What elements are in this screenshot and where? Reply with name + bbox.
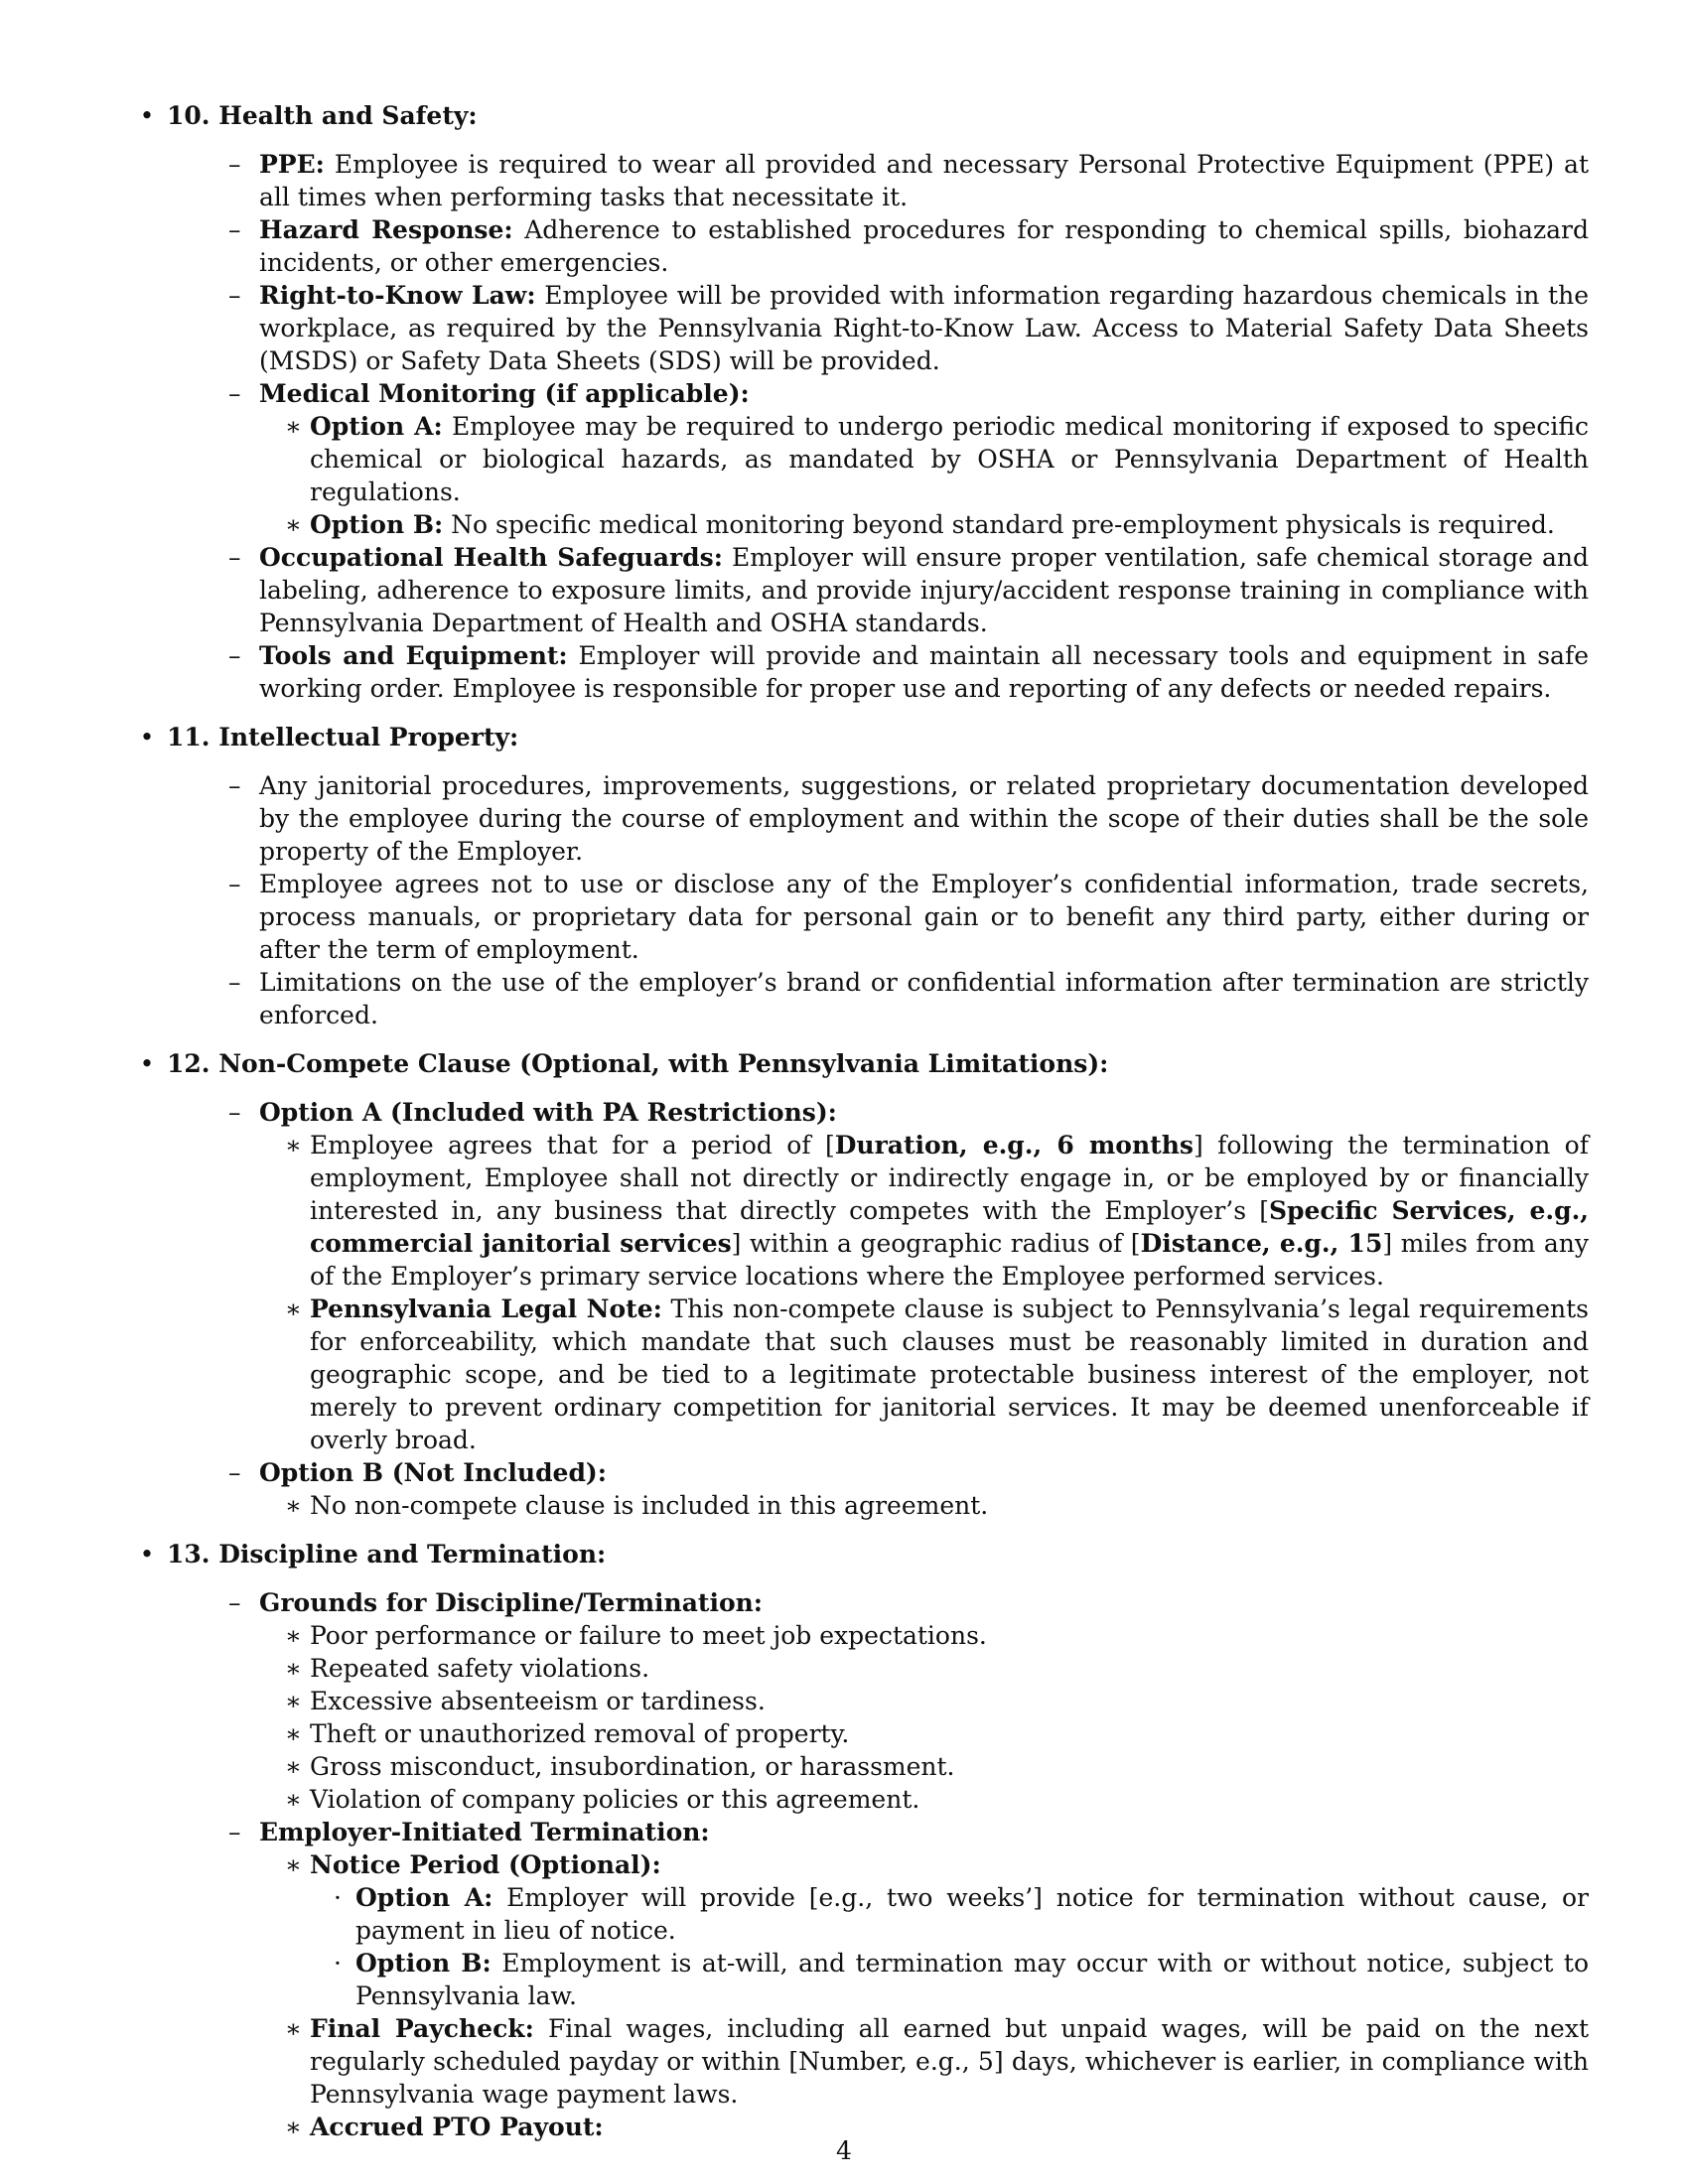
bullet-marker: • [139, 101, 155, 130]
sub-item-option-a [259, 410, 1589, 508]
star-marker: ∗ [285, 1295, 302, 1323]
item-text: Gross misconduct, insubordination, or harassment. [310, 1752, 955, 1781]
item-text: Poor performance or failure to meet job expectations. [310, 1621, 987, 1650]
section-heading: 10. Health and Safety: [167, 101, 478, 130]
item-text: Violation of company policies or this agreement. [310, 1785, 920, 1814]
item-label: Option A (Included with PA Restrictions): [259, 1098, 837, 1127]
item-label: Employer-Initiated Termination: [259, 1818, 710, 1846]
star-marker: ∗ [285, 1719, 302, 1748]
item-text: No non-compete clause is included in this agreement. [310, 1491, 989, 1520]
dash-marker: – [228, 1588, 241, 1617]
list-item [167, 868, 1589, 966]
sub-item-option-b [259, 508, 1589, 541]
section-heading: 11. Intellectual Property: [167, 723, 519, 751]
star-marker: ∗ [285, 510, 302, 539]
star-marker: ∗ [285, 1687, 302, 1715]
item-label: PPE: [259, 150, 325, 179]
clause-text: ] within a geographic radius of [ [731, 1229, 1141, 1258]
sub-sub-item-option-a [310, 1881, 1589, 1947]
section-intellectual-property [135, 721, 1589, 1031]
sub-item-clause [259, 1129, 1589, 1293]
sub-item-notice-period [259, 1848, 1589, 2012]
dash-marker: – [228, 771, 241, 800]
star-marker: ∗ [285, 1621, 302, 1650]
star-marker: ∗ [285, 1131, 302, 1160]
star-marker: ∗ [285, 1785, 302, 1814]
clause-text: Employee agrees that for a period of [ [310, 1131, 835, 1160]
sub-item [259, 1783, 1589, 1816]
list-item-option-a [167, 1096, 1589, 1456]
section-non-compete [135, 1047, 1589, 1522]
dash-marker: – [228, 641, 241, 670]
list-item-grounds [167, 1586, 1589, 1816]
dash-marker: – [228, 870, 241, 898]
item-label: Accrued PTO Payout: [310, 2113, 604, 2141]
sub-item [259, 1685, 1589, 1717]
item-text: Employee will be provided with information regarding hazardous chemicals in the workplace, as required by the Pennsylvania Right-to-Know Law. Access to Material Safety Data Sheets (MSDS) or Safety Data Sheets (SDS) will be provided. [259, 281, 1589, 375]
item-text: Employment is at-will, and termination may occur with or without notice, subject to Pennsylvania law. [355, 1949, 1589, 2010]
star-marker: ∗ [285, 2113, 302, 2141]
sub-item-legal-note [259, 1293, 1589, 1456]
item-label: Option B: [310, 510, 444, 539]
star-marker: ∗ [285, 1850, 302, 1879]
item-label: Medical Monitoring (if applicable): [259, 379, 750, 408]
star-marker: ∗ [285, 1752, 302, 1781]
dash-marker: – [228, 968, 241, 997]
dash-marker: – [228, 379, 241, 408]
item-text: Employee may be required to undergo periodic medical monitoring if exposed to specific chemical or biological hazards, as mandated by OSHA or Pennsylvania Department of Health regulations. [310, 412, 1590, 506]
clause-text: ] following the termination of employment, Employee shall not directly or indirectly engage in, or be employed by or financially interested in, any business that directly competes with the Employer’s [ [310, 1131, 1589, 1225]
item-text: Repeated safety violations. [310, 1654, 650, 1683]
item-label: Tools and Equipment: [259, 641, 568, 670]
list-item-medical-monitoring [167, 377, 1589, 541]
sub-sub-item-option-b [310, 1947, 1589, 2012]
item-text: Employer will provide and maintain all necessary tools and equipment in safe working order. Employee is responsible for proper use and reporting of any defects or needed repairs. [259, 641, 1590, 703]
dash-marker: – [228, 281, 241, 310]
list-item-employer-initiated [167, 1816, 1589, 2143]
dash-marker: – [228, 1098, 241, 1127]
item-label: Option B (Not Included): [259, 1458, 607, 1487]
item-label: Occupational Health Safeguards: [259, 543, 723, 572]
list-item-option-b [167, 1456, 1589, 1522]
item-text: Any janitorial procedures, improvements, suggestions, or related proprietary documentation developed by the employee during the course of employment and within the scope of their duties shall be the sole property of the Employer. [259, 771, 1589, 866]
item-label: Pennsylvania Legal Note: [310, 1295, 662, 1323]
dash-marker: – [228, 150, 241, 179]
list-item-ppe [167, 148, 1589, 213]
star-marker: ∗ [285, 2014, 302, 2043]
section-heading: 12. Non-Compete Clause (Optional, with Pennsylvania Limitations): [167, 1049, 1109, 1078]
item-text: Excessive absenteeism or tardiness. [310, 1687, 766, 1715]
sub-item-final-paycheck [259, 2012, 1589, 2111]
dash-marker: – [228, 1458, 241, 1487]
placeholder-services: Specific Services, e.g., commercial janitorial services [310, 1196, 1589, 1258]
bullet-marker: • [139, 1049, 155, 1078]
item-label: Option A: [310, 412, 443, 441]
item-label: Final Paycheck: [310, 2014, 534, 2043]
item-text: Final wages, including all earned but unpaid wages, will be paid on the next regularly scheduled payday or within [Number, e.g., 5] days, whichever is earlier, in compliance with Pennsylvania wage payment laws. [310, 2014, 1589, 2109]
item-text: Adherence to established procedures for responding to chemical spills, biohazard incidents, or other emergencies. [259, 215, 1589, 277]
item-text: Employee is required to wear all provided and necessary Personal Protective Equipment (PPE) at all times when performing tasks that necessitate it. [259, 150, 1590, 211]
list-item-tools-equipment [167, 639, 1589, 705]
item-label: Option A: [355, 1883, 493, 1912]
star-marker: ∗ [285, 1491, 302, 1520]
item-text: Employer will ensure proper ventilation, safe chemical storage and labeling, adherence to exposure limits, and provide injury/accident response training in compliance with Pennsylvania Department of Health and OSHA standards. [259, 543, 1590, 637]
sub-item [259, 1652, 1589, 1685]
item-label: Grounds for Discipline/Termination: [259, 1588, 764, 1617]
item-label: Notice Period (Optional): [310, 1850, 661, 1879]
list-item [167, 769, 1589, 868]
item-label: Hazard Response: [259, 215, 513, 244]
sub-item [259, 1717, 1589, 1750]
item-text: Theft or unauthorized removal of property. [310, 1719, 850, 1748]
star-marker: ∗ [285, 412, 302, 441]
item-label: Right-to-Know Law: [259, 281, 536, 310]
item-text: This non-compete clause is subject to Pennsylvania’s legal requirements for enforceability, which mandate that such clauses must be reasonably limited in duration and geographic scope, and be tied to a legitimate protectable business interest of the employer, not merely to prevent ordinary competition for janitorial services. It may be deemed unenforceable if overly broad. [310, 1295, 1589, 1454]
star-marker: ∗ [285, 1654, 302, 1683]
sub-item [259, 1619, 1589, 1652]
list-item [167, 966, 1589, 1031]
list-item-hazard-response [167, 213, 1589, 279]
clause-text: ] miles from any of the Employer’s primary service locations where the Employee performed services. [310, 1229, 1589, 1291]
item-text: Limitations on the use of the employer’s brand or confidential information after termination are strictly enforced. [259, 968, 1589, 1029]
dot-marker: · [334, 1883, 342, 1912]
bullet-marker: • [139, 723, 155, 751]
sub-item [259, 1489, 1589, 1522]
placeholder-distance: Distance, e.g., 15 [1140, 1229, 1383, 1258]
dash-marker: – [228, 543, 241, 572]
sub-item [259, 1750, 1589, 1783]
page-number: 4 [836, 2136, 852, 2165]
placeholder-duration: Duration, e.g., 6 months [834, 1131, 1194, 1160]
section-health-and-safety [135, 99, 1589, 705]
section-heading: 13. Discipline and Termination: [167, 1540, 607, 1569]
dash-marker: – [228, 1818, 241, 1846]
list-item-right-to-know [167, 279, 1589, 377]
document-body [135, 99, 1589, 2159]
item-text: No specific medical monitoring beyond standard pre-employment physicals is required. [451, 510, 1555, 539]
item-label: Option B: [355, 1949, 492, 1978]
item-text: Employee agrees not to use or disclose any of the Employer’s confidential information, trade secrets, process manuals, or proprietary data for personal gain or to benefit any third party, either during or after the term of employment. [259, 870, 1589, 964]
bullet-marker: • [139, 1540, 155, 1569]
list-item-occupational-health [167, 541, 1589, 639]
item-text: Employer will provide [e.g., two weeks’] notice for termination without cause, or payment in lieu of notice. [355, 1883, 1589, 1945]
dash-marker: – [228, 215, 241, 244]
dot-marker: · [334, 1949, 342, 1978]
section-discipline-termination [135, 1538, 1589, 2143]
